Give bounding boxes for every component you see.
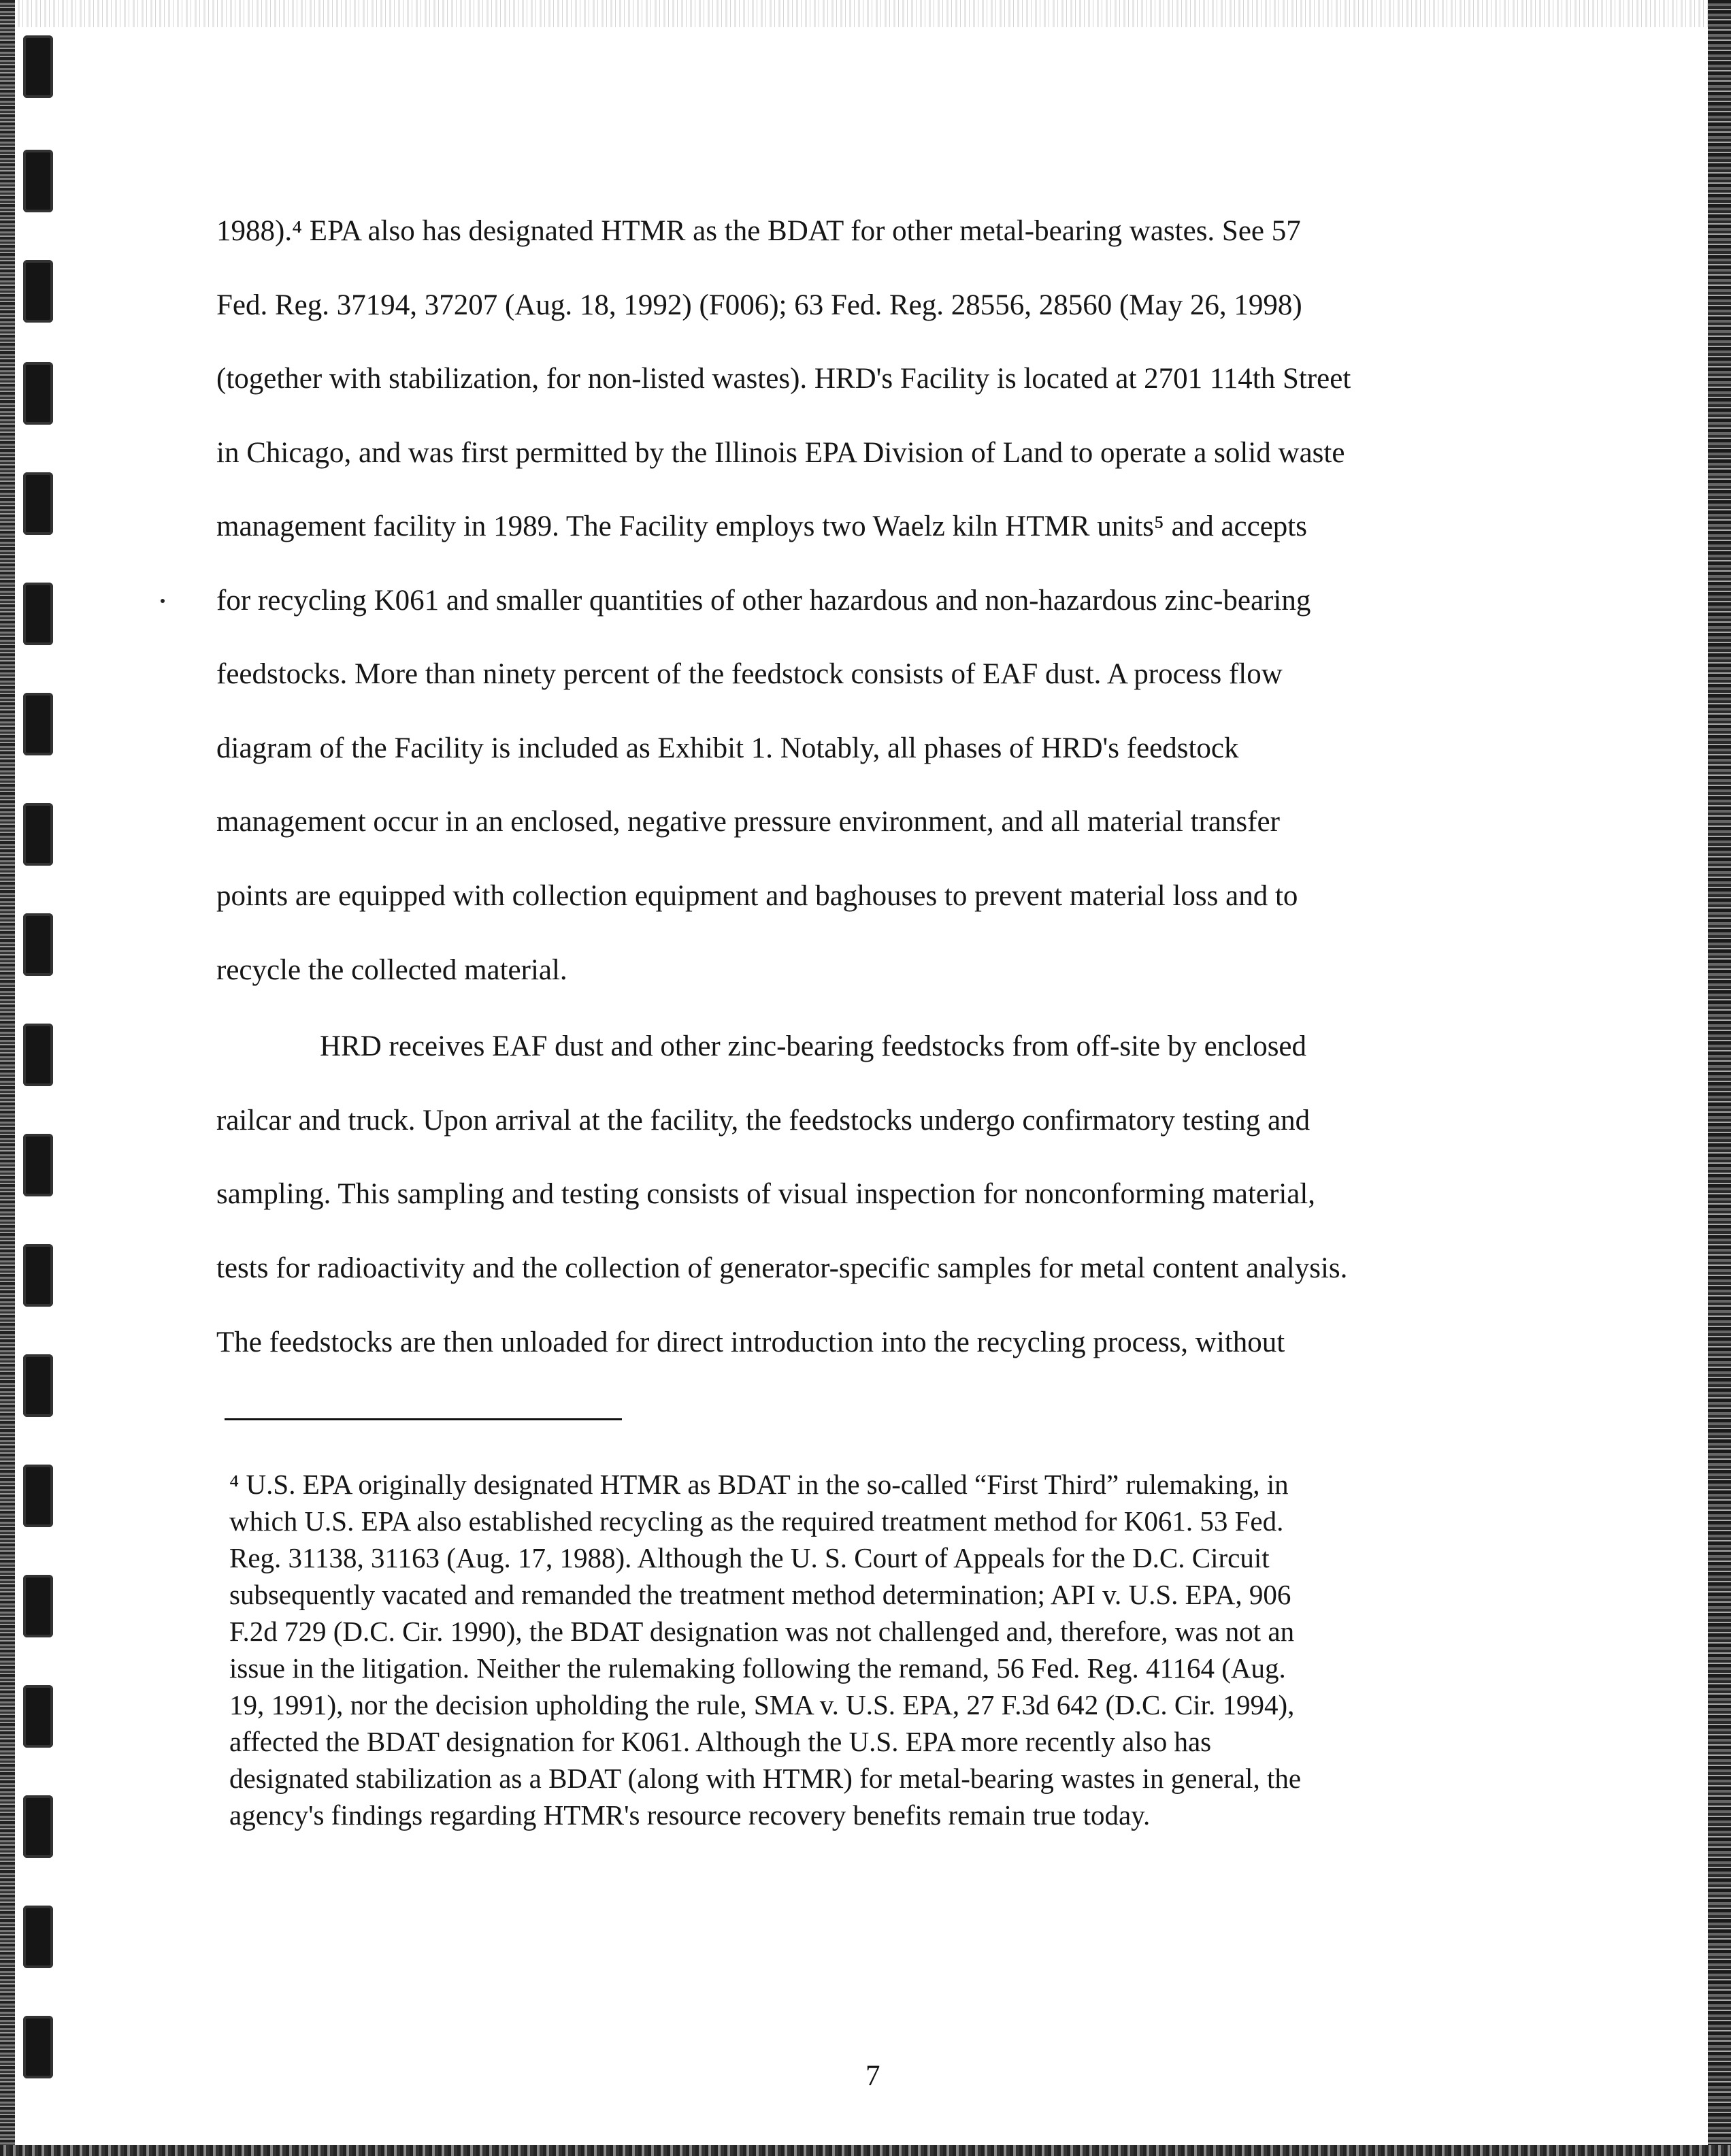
footnote-line: 19, 1991), nor the decision upholding the rule, SMA v. U.S. EPA, 27 F.3d 642 (D.C. Cir. 1994), (229, 1689, 1295, 1720)
body-line: points are equipped with collection equipment and baghouses to prevent material loss and to (216, 880, 1298, 912)
paragraph-first-line: HRD receives EAF dust and other zinc-bearing feedstocks from off-site by enclosed (320, 1030, 1307, 1062)
scan-edge-bottom (0, 2145, 1731, 2156)
scan-speck (161, 599, 165, 603)
binder-hole (23, 1575, 53, 1637)
binder-hole (23, 913, 53, 976)
body-line: tests for radioactivity and the collection of generator-specific samples for metal content analysis. (216, 1252, 1348, 1284)
body-line: sampling. This sampling and testing consists of visual inspection for nonconforming material, (216, 1178, 1316, 1210)
binder-hole (23, 1024, 53, 1086)
binder-hole (23, 693, 53, 755)
body-line: 1988).⁴ EPA also has designated HTMR as the BDAT for other metal-bearing wastes. See 57 (216, 215, 1301, 247)
binder-hole (23, 1244, 53, 1307)
binder-hole (23, 803, 53, 866)
footnote-rule (225, 1418, 622, 1420)
body-line: management facility in 1989. The Facility employs two Waelz kiln HTMR units⁵ and accepts (216, 510, 1307, 542)
body-line: feedstocks. More than ninety percent of the feedstock consists of EAF dust. A process flow (216, 658, 1283, 690)
binder-hole (23, 1685, 53, 1748)
footnote-line: agency's findings regarding HTMR's resource recovery benefits remain true today. (229, 1799, 1151, 1831)
footnote-line: Reg. 31138, 31163 (Aug. 17, 1988). Although the U. S. Court of Appeals for the D.C. Circuit (229, 1542, 1270, 1573)
page-number: 7 (866, 2060, 880, 2092)
scan-edge-left (0, 0, 15, 2156)
binder-hole (23, 1134, 53, 1196)
footnote-line: affected the BDAT designation for K061. Although the U.S. EPA more recently also has (229, 1726, 1212, 1757)
binder-hole (23, 1906, 53, 1968)
binder-hole (23, 362, 53, 425)
body-line: railcar and truck. Upon arrival at the facility, the feedstocks undergo confirmatory testing and (216, 1105, 1310, 1137)
footnote-line: subsequently vacated and remanded the treatment method determination; API v. U.S. EPA, 906 (229, 1579, 1291, 1610)
footnote-line: ⁴ U.S. EPA originally designated HTMR as BDAT in the so-called “First Third” rulemaking, in (229, 1469, 1289, 1500)
footnote-line: which U.S. EPA also established recycling as the required treatment method for K061. 53 Fed. (229, 1505, 1284, 1537)
body-line: (together with stabilization, for non-listed wastes). HRD's Facility is located at 2701 114th Street (216, 363, 1351, 395)
binder-hole (23, 2016, 53, 2078)
footnote-line: issue in the litigation. Neither the rulemaking following the remand, 56 Fed. Reg. 41164 (Aug. (229, 1652, 1286, 1684)
scan-edge-top (0, 0, 1731, 27)
binder-hole (23, 1354, 53, 1417)
body-line: for recycling K061 and smaller quantities of other hazardous and non-hazardous zinc-bearing (216, 585, 1311, 617)
binder-hole (23, 260, 53, 323)
binder-hole (23, 1465, 53, 1527)
scan-edge-right (1708, 0, 1731, 2156)
footnote-line: designated stabilization as a BDAT (along with HTMR) for metal-bearing wastes in general, the (229, 1763, 1302, 1794)
body-line: in Chicago, and was first permitted by the Illinois EPA Division of Land to operate a solid waste (216, 437, 1345, 469)
footnote-line: F.2d 729 (D.C. Cir. 1990), the BDAT designation was not challenged and, therefore, was not an (229, 1616, 1295, 1647)
body-line: The feedstocks are then unloaded for direct introduction into the recycling process, without (216, 1326, 1285, 1358)
binder-hole (23, 35, 53, 98)
binder-hole (23, 1795, 53, 1858)
body-line: diagram of the Facility is included as Exhibit 1. Notably, all phases of HRD's feedstock (216, 732, 1239, 764)
body-line: Fed. Reg. 37194, 37207 (Aug. 18, 1992) (F006); 63 Fed. Reg. 28556, 28560 (May 26, 1998) (216, 289, 1302, 321)
binder-hole (23, 583, 53, 645)
binder-hole (23, 150, 53, 212)
body-line: recycle the collected material. (216, 954, 567, 986)
binder-hole (23, 472, 53, 535)
body-line: management occur in an enclosed, negative pressure environment, and all material transfer (216, 806, 1280, 838)
